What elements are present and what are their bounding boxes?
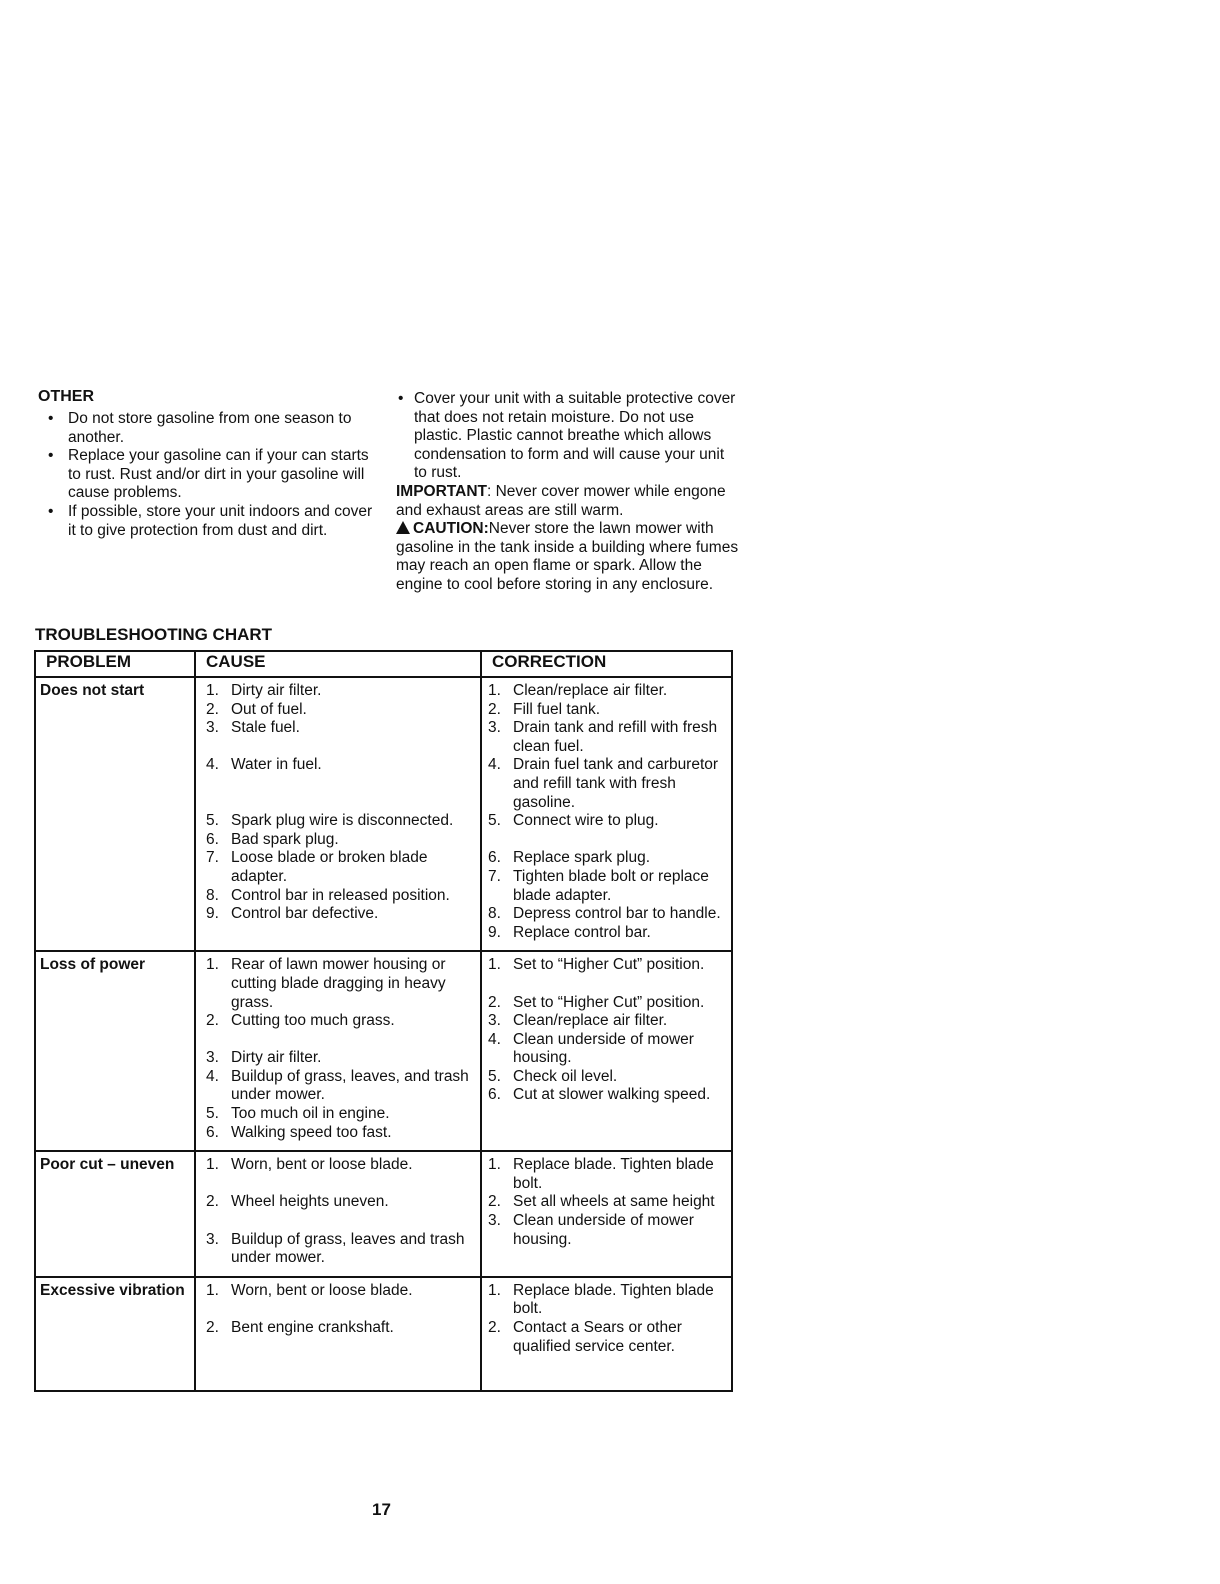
column-header-cause: CAUSE [195, 651, 481, 677]
list-item: 6. Bad spark plug. [206, 830, 339, 848]
warning-icon [396, 521, 410, 534]
important-text: : Never cover mower while engone and exhaust areas are still warm. [396, 482, 726, 519]
list-item: 8. Control bar in released position. [206, 886, 450, 904]
column-header-problem: PROBLEM [35, 651, 195, 677]
list-item: 7. Tighten blade bolt or replace blade adapter. [488, 867, 709, 904]
list-item: 3. Stale fuel. [206, 719, 300, 737]
list-item: 6. Replace spark plug. [488, 849, 650, 867]
storage-notes [396, 390, 741, 595]
other-section [38, 388, 373, 540]
list-item: 1. Worn, bent or loose blade. [206, 1281, 413, 1299]
other-heading: OTHER [38, 388, 94, 405]
list-item: 5. Check oil level. [488, 1067, 618, 1085]
caution-label: CAUTION: [413, 520, 489, 538]
table-header-row [35, 651, 732, 677]
list-item: 5. Too much oil in engine. [206, 1105, 390, 1123]
list-item: 5. Connect wire to plug. [488, 812, 659, 830]
cause-cell [195, 677, 481, 951]
list-item: 2. Wheel heights uneven. [206, 1193, 389, 1211]
other-bullet-list [38, 410, 373, 540]
list-item: 2. Cutting too much grass. [206, 1012, 395, 1030]
list-item: 4. Clean underside of mower housing. [488, 1030, 694, 1067]
list-item: 4. Buildup of grass, leaves, and trash under mower. [206, 1067, 469, 1104]
list-item: 3. Drain tank and refill with fresh clean fuel. [488, 719, 718, 755]
list-item: 9. Replace control bar. [488, 923, 651, 941]
list-item: 1. Worn, bent or loose blade. [206, 1156, 413, 1174]
list-item: 6. Walking speed too fast. [206, 1123, 392, 1141]
list-item: • Do not store gasoline from one season to another. [38, 410, 373, 447]
problem-cell: Poor cut – uneven [35, 1151, 195, 1277]
caution-text: Never store the lawn mower with gasoline in the tank inside a building where fumes may reach an open flame or spark. Allow the engine to cool before storing in any enclosure. [396, 520, 739, 593]
list-item: 2. Contact a Sears or other qualified service center. [488, 1319, 682, 1355]
list-item: 4. Water in fuel. [206, 756, 322, 774]
list-item: 1. Clean/replace air filter. [488, 682, 668, 699]
list-item: 2. Out of fuel. [206, 700, 307, 718]
list-item: • Replace your gasoline can if your can starts to rust. Rust and/or dirt in your gasoline will cause problems. [38, 447, 373, 503]
list-item: 1. Dirty air filter. [206, 682, 322, 699]
list-item: • Cover your unit with a suitable protective cover that does not retain moisture. Do not use plastic. Plastic cannot breathe which allows condensation to form and will cause your unit to rust. [396, 390, 741, 483]
list-item: 8. Depress control bar to handle. [488, 905, 721, 923]
list-item: 2. Fill fuel tank. [488, 700, 601, 718]
cover-bullet-list [396, 390, 741, 483]
problem-cell: Excessive vibration [35, 1277, 195, 1391]
table-row [35, 1277, 732, 1391]
list-item: 1. Replace blade. Tighten blade bolt. [488, 1281, 714, 1318]
cause-cell [195, 1151, 481, 1277]
list-item: 2. Set to “Higher Cut” position. [488, 993, 705, 1011]
troubleshooting-table [34, 650, 733, 1392]
cause-cell [195, 951, 481, 1151]
table-row [35, 677, 732, 951]
list-item: 1. Replace blade. Tighten blade bolt. [488, 1156, 714, 1192]
important-label: IMPORTANT [396, 482, 487, 500]
list-item: 7. Loose blade or broken blade adapter. [206, 849, 428, 885]
list-item: 4. Drain fuel tank and carburetor and refill tank with fresh gasoline. [488, 756, 719, 811]
table-row [35, 1151, 732, 1277]
table-row [35, 951, 732, 1151]
list-item: 9. Control bar defective. [206, 905, 379, 923]
correction-cell [481, 951, 732, 1151]
list-item: 3. Buildup of grass, leaves and trash under mower. [206, 1230, 465, 1267]
list-item: 2. Bent engine crankshaft. [206, 1319, 394, 1336]
list-item: 1. Set to “Higher Cut” position. [488, 956, 705, 974]
list-item: 2. Set all wheels at same height [488, 1193, 715, 1211]
list-item: 6. Cut at slower walking speed. [488, 1086, 711, 1104]
cause-cell [195, 1277, 481, 1391]
correction-cell [481, 1277, 732, 1391]
caution-note [396, 520, 741, 594]
list-item: 3. Clean underside of mower housing. [488, 1212, 694, 1248]
correction-cell [481, 1151, 732, 1277]
list-item: 5. Spark plug wire is disconnected. [206, 812, 454, 830]
page-number: 17 [372, 1500, 391, 1519]
chart-title: TROUBLESHOOTING CHART [35, 625, 273, 644]
column-header-correction: CORRECTION [481, 651, 732, 677]
list-item: • If possible, store your unit indoors and cover it to give protection from dust and dirt. [38, 503, 373, 540]
problem-cell: Loss of power [35, 951, 195, 1151]
list-item: 3. Dirty air filter. [206, 1049, 322, 1067]
correction-cell [481, 677, 732, 951]
list-item: 1. Rear of lawn mower housing or cutting blade dragging in heavy grass. [206, 956, 446, 1011]
list-item: 3. Clean/replace air filter. [488, 1012, 668, 1030]
problem-cell: Does not start [35, 677, 195, 951]
important-note [396, 483, 741, 520]
